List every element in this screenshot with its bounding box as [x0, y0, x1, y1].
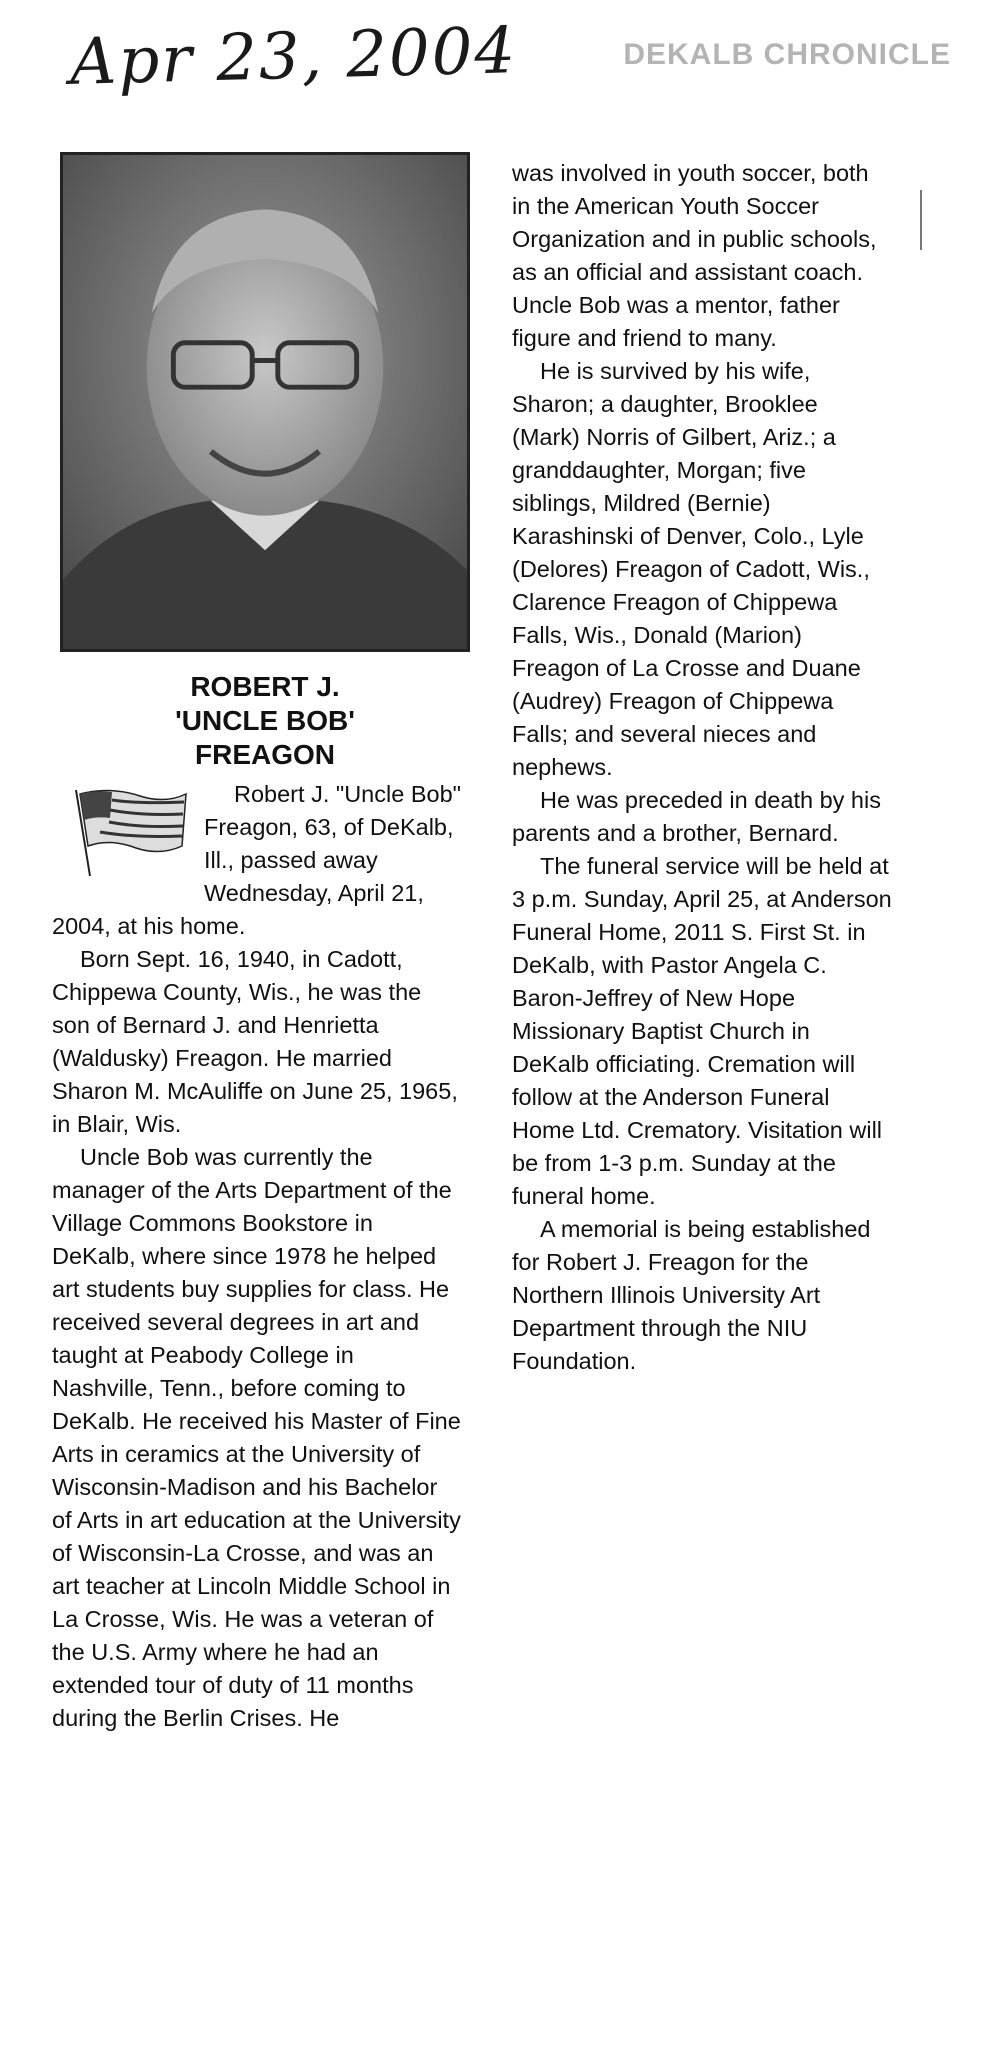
handwritten-date: Apr 23, 2004	[69, 14, 519, 100]
paragraph-survivors: He is survived by his wife, Sharon; a daughter, Brooklee (Mark) Norris of Gilbert, Ariz.; a granddaughter, Morgan; five siblings, Mildred (Bernie) Karashinski of Denver, Colo., Lyle (Delores) Freagon of Cadott, Wis., Clarence Freagon of Chippewa Falls, Wis., Donald (Marion) Freagon of La Crosse and Duane (Audrey) Freagon of Chippewa Falls; and several nieces and nephews.	[512, 358, 870, 780]
obituary-column-1	[52, 778, 462, 1735]
paragraph-birth: Born Sept. 16, 1940, in Cadott, Chippewa County, Wis., he was the son of Bernard J. and Henrietta (Waldusky) Freagon. He married Sharon M. McAuliffe on June 25, 1965, in Blair, Wis.	[52, 946, 458, 1137]
obituary-headline	[60, 670, 470, 772]
portrait-photo	[60, 152, 470, 652]
paragraph-memorial: A memorial is being established for Robert J. Freagon for the Northern Illinois University Art Department through the NIU Foundation.	[512, 1216, 871, 1374]
headline-line-2: 'UNCLE BOB'	[175, 705, 355, 736]
paragraph-funeral: The funeral service will be held at 3 p.m. Sunday, April 25, at Anderson Funeral Home, 2011 S. First St. in DeKalb, with Pastor Angela C. Baron-Jeffrey of New Hope Missionary Baptist Church in DeKalb officiating. Cremation will follow at the Anderson Funeral Home Ltd. Crematory. Visitation will be from 1-3 p.m. Sunday at the funeral home.	[512, 853, 892, 1209]
paragraph-announcement: Robert J. "Uncle Bob" Freagon, 63, of DeKalb, Ill., passed away Wednesday, April 21, 2004, at his home.	[52, 781, 461, 939]
scan-artifact-mark	[920, 190, 922, 250]
newspaper-masthead: DEKALB CHRONICLE	[623, 38, 951, 71]
flag-float-space	[52, 778, 204, 910]
portrait-photo-image	[63, 155, 467, 649]
headline-line-3: FREAGON	[195, 739, 335, 770]
paragraph-career: Uncle Bob was currently the manager of the Arts Department of the Village Commons Bookstore in DeKalb, where since 1978 he helped art students buy supplies for class. He received several degrees in art and taught at Peabody College in Nashville, Tenn., before coming to DeKalb. He received his Master of Fine Arts in ceramics at the University of Wisconsin-Madison and his Bachelor of Arts in art education at the University of Wisconsin-La Crosse, and was an art teacher at Lincoln Middle School in La Crosse, Wis. He was a veteran of the U.S. Army where he had an extended tour of duty of 11 months during the Berlin Crises. He	[52, 1144, 461, 1731]
paragraph-soccer: was involved in youth soccer, both in the American Youth Soccer Organization and in public schools, as an official and assistant coach. Uncle Bob was a mentor, father figure and friend to many.	[512, 160, 877, 351]
paragraph-preceded: He was preceded in death by his parents and a brother, Bernard.	[512, 787, 881, 846]
obituary-column-2	[512, 157, 892, 1378]
headline-line-1: ROBERT J.	[190, 671, 340, 702]
